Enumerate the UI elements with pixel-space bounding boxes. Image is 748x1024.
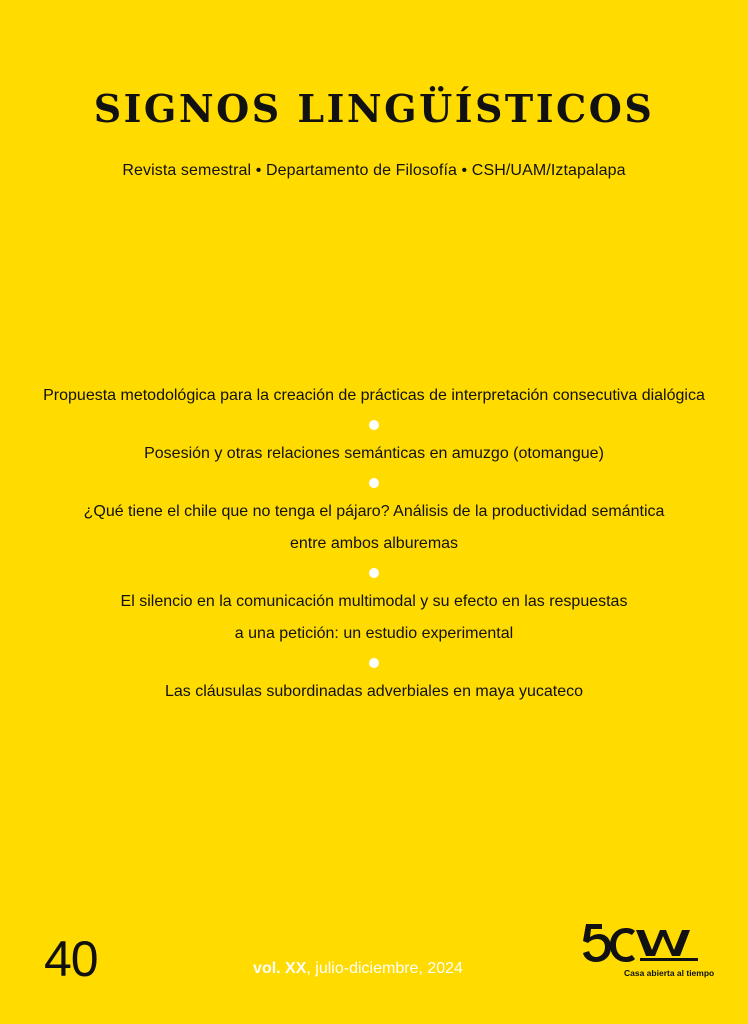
dot-separator-icon — [369, 568, 379, 578]
uam-logo-icon — [580, 920, 704, 970]
article-title-line: entre ambos alburemas — [289, 535, 459, 552]
date-text: , julio-diciembre, 2024 — [306, 960, 463, 977]
separator — [20, 412, 728, 438]
separator — [20, 560, 728, 586]
dot-separator-icon — [369, 478, 379, 488]
article-title-line: Posesión y otras relaciones semánticas en amuzgo (otomangue) — [144, 445, 604, 462]
article-title-line: El silencio en la comunicación multimodal y su efecto en las respuestas — [120, 593, 628, 610]
dot-separator-icon — [369, 420, 379, 430]
separator — [20, 470, 728, 496]
article-title — [20, 380, 728, 412]
article-title — [20, 496, 728, 560]
article-title-line: ¿Qué tiene el chile que no tenga el pájaro? Análisis de la productividad semántica — [83, 503, 665, 520]
journal-subtitle: Revista semestral • Departamento de Filosofía • CSH/UAM/Iztapalapa — [122, 162, 626, 179]
article-title-line: Propuesta metodológica para la creación de prácticas de interpretación consecutiva dialógica — [43, 387, 705, 404]
logo-tagline: Casa abierta al tiempo — [624, 968, 715, 978]
article-title-line: a una petición: un estudio experimental — [234, 625, 514, 642]
issue-number: 40 — [44, 931, 98, 987]
volume-label: vol. XX — [253, 960, 307, 977]
dot-separator-icon — [369, 658, 379, 668]
journal-title: SIGNOS LINGÜÍSTICOS — [93, 86, 655, 131]
article-list — [20, 380, 728, 708]
article-title — [20, 586, 728, 650]
article-title-line: Las cláusulas subordinadas adverbiales en maya yucateco — [164, 683, 584, 700]
article-title — [20, 438, 728, 470]
article-title — [20, 676, 728, 708]
separator — [20, 650, 728, 676]
